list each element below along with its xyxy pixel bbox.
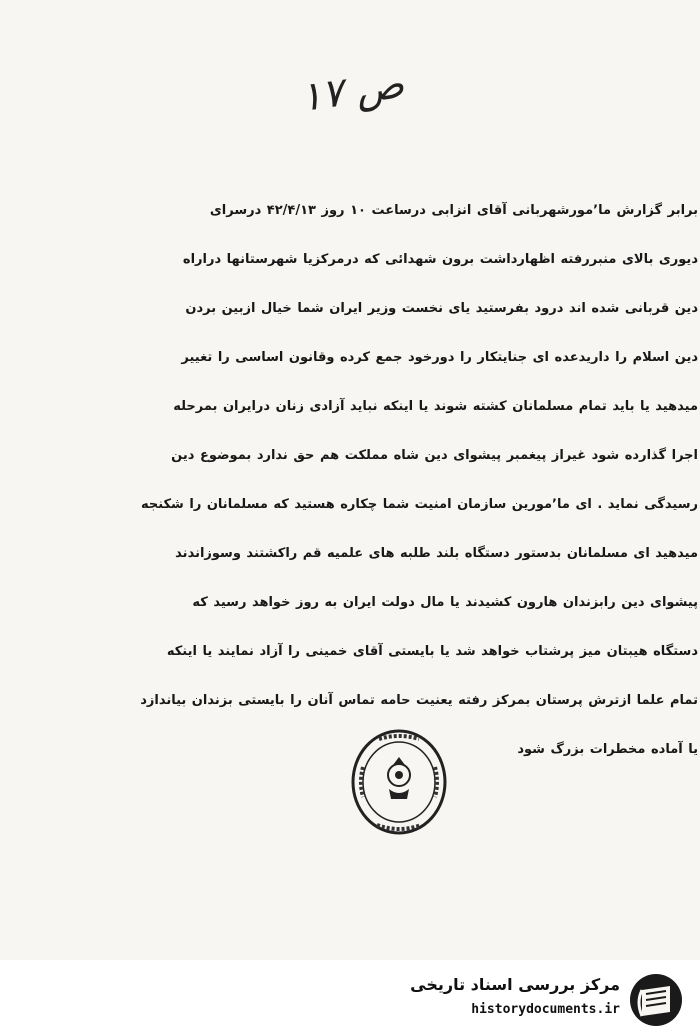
body-line: تمام علما ازترش پرستان بمرکز رفته یعنیت حامه تماس آنان را بایستی بزندان بیاندازد xyxy=(140,693,698,708)
body-line: برابر گزارش ما٬مورشهربانی آقای انزابی درساعت ۱۰ روز ۴۲/۴/۱۳ درسرای xyxy=(209,203,698,218)
body-line: رسیدگی نماید . ای ما٬مورین سازمان امنیت شما چکاره هستید که مسلمانان را شکنجه xyxy=(140,497,698,512)
page-number: ص ۱۷ xyxy=(297,60,407,122)
body-line: دستگاه هیبتان میز پرشتاب خواهد شد یا بایستی آقای خمینی را آزاد نمایند یا اینکه xyxy=(166,644,698,659)
body-line: پیشوای دین رابزندان هارون کشیدند یا مال دولت ایران به روز خواهد رسید که xyxy=(192,595,698,610)
body-line: یا آماده مخطرات بزرگ شود xyxy=(517,742,698,757)
body-line: میدهید ای مسلمانان بدستور دستگاه بلند طلبه های علمیه قم راکشتند وسوزاندند xyxy=(175,546,698,561)
document-body xyxy=(100,194,698,782)
body-line: دین اسلام را داریدعده ای جنایتکار را دورخود جمع کرده وقانون اساسی را تغییر xyxy=(181,350,698,365)
official-seal-stamp xyxy=(349,727,449,837)
footer-title: مرکز بررسی اسناد تاریخی xyxy=(410,975,620,994)
body-line: اجرا گذارده شود غیراز پیغمبر پیشوای دین شاه مملکت هم حق ندارد بموضوع دین xyxy=(171,448,698,463)
body-line: دیوری بالای منبررفته اظهارداشت برون شهدائی که درمرکزیا شهرستانها دراراه xyxy=(182,252,698,267)
body-line: دین قربانی شده اند درود بفرستید یای نخست وزیر ایران شما خیال ازبین بردن xyxy=(185,301,698,316)
body-line: میدهید یا باید تمام مسلمانان کشته شوند یا اینکه نباید آزادی زنان درایران بمرحله xyxy=(173,399,698,414)
footer-url[interactable]: historydocuments.ir xyxy=(471,1002,620,1017)
archive-logo-icon xyxy=(628,972,684,1028)
footer-bar xyxy=(0,960,700,1033)
